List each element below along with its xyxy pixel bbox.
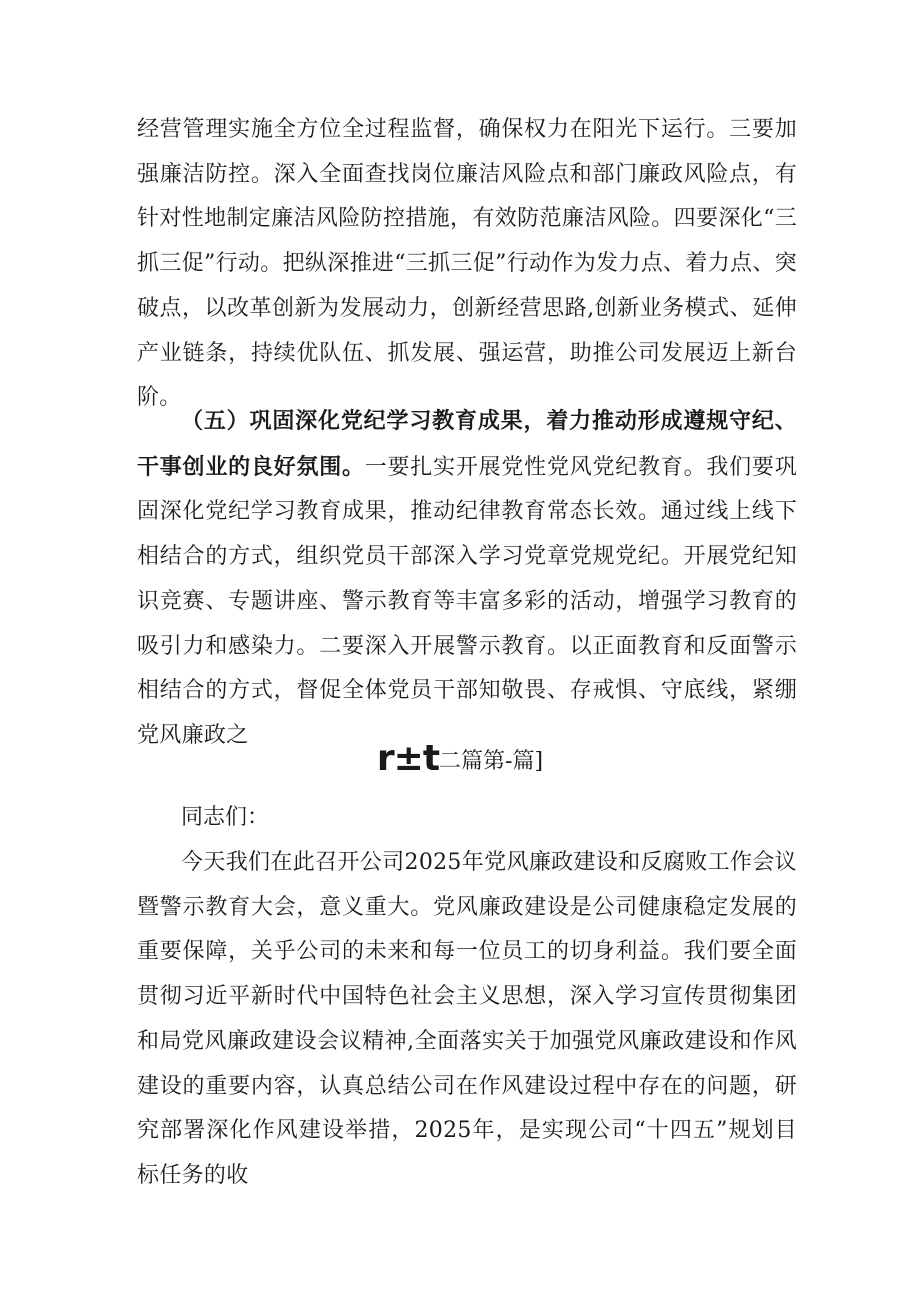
section-heading <box>0 734 920 787</box>
paragraph-meeting-intro: 今天我们在此召开公司2025年党风廉政建设和反腐败工作会议暨警示教育大会，意义重大。党风廉政建设是公司健康稳定发展的重要保障，关乎公司的未来和每一位员工的切身利益。我们要全面贯彻习近平新时代中国特色社会主义思想，深入学习宣传贯彻集团和局党风廉政建设会议精神,全面落实关于加强党风廉政建设和作风建设的重要内容，认真总结公司在作风建设过程中存在的问题，研究部署深化作风建设举措，2025年，是实现公司“十四五”规划目标任务的收 <box>137 850 797 1188</box>
paragraph-party-discipline <box>137 399 797 759</box>
section-five-title: （五）巩固深化党纪学习教育成果，着力推动形成遵规守纪、干事创业的良好氛围。 <box>137 408 797 480</box>
paragraph-oversight: 经营管理实施全方位全过程监督，确保权力在阳光下运行。三要加强廉洁防控。深入全面查找岗位廉洁风险点和部门廉政风险点，有针对性地制定廉洁风险防控措施，有效防范廉洁风险。四要深化“三抓三促”行动。把纵深推进“三抓三促”行动作为发力点、着力点、突破点，以改革创新为发展动力，创新经营思路,创新业务模式、延伸产业链条，持续优队伍、抓发展、强运营，助推公司发展迈上新台阶。 <box>137 117 797 411</box>
section-five-body: 一要扎实开展党性党风党纪教育。我们要巩固深化党纪学习教育成果，推动纪律教育常态长效。通过线上线下相结合的方式，组织党员干部深入学习党章党规党纪。开展党纪知识竞赛、专题讲座、警示教育等丰富多彩的活动，增强学习教育的吸引力和感染力。二要深入开展警示教育。以正面教育和反面警示相结合的方式，督促全体党员干部知敬畏、存戒惧、守底线，紧绷党风廉政之 <box>137 454 797 748</box>
greeting: 同志们： <box>181 805 270 830</box>
section-heading-garbled: r±t <box>376 738 440 779</box>
section-heading-text: 二篇第-篇] <box>439 749 544 774</box>
